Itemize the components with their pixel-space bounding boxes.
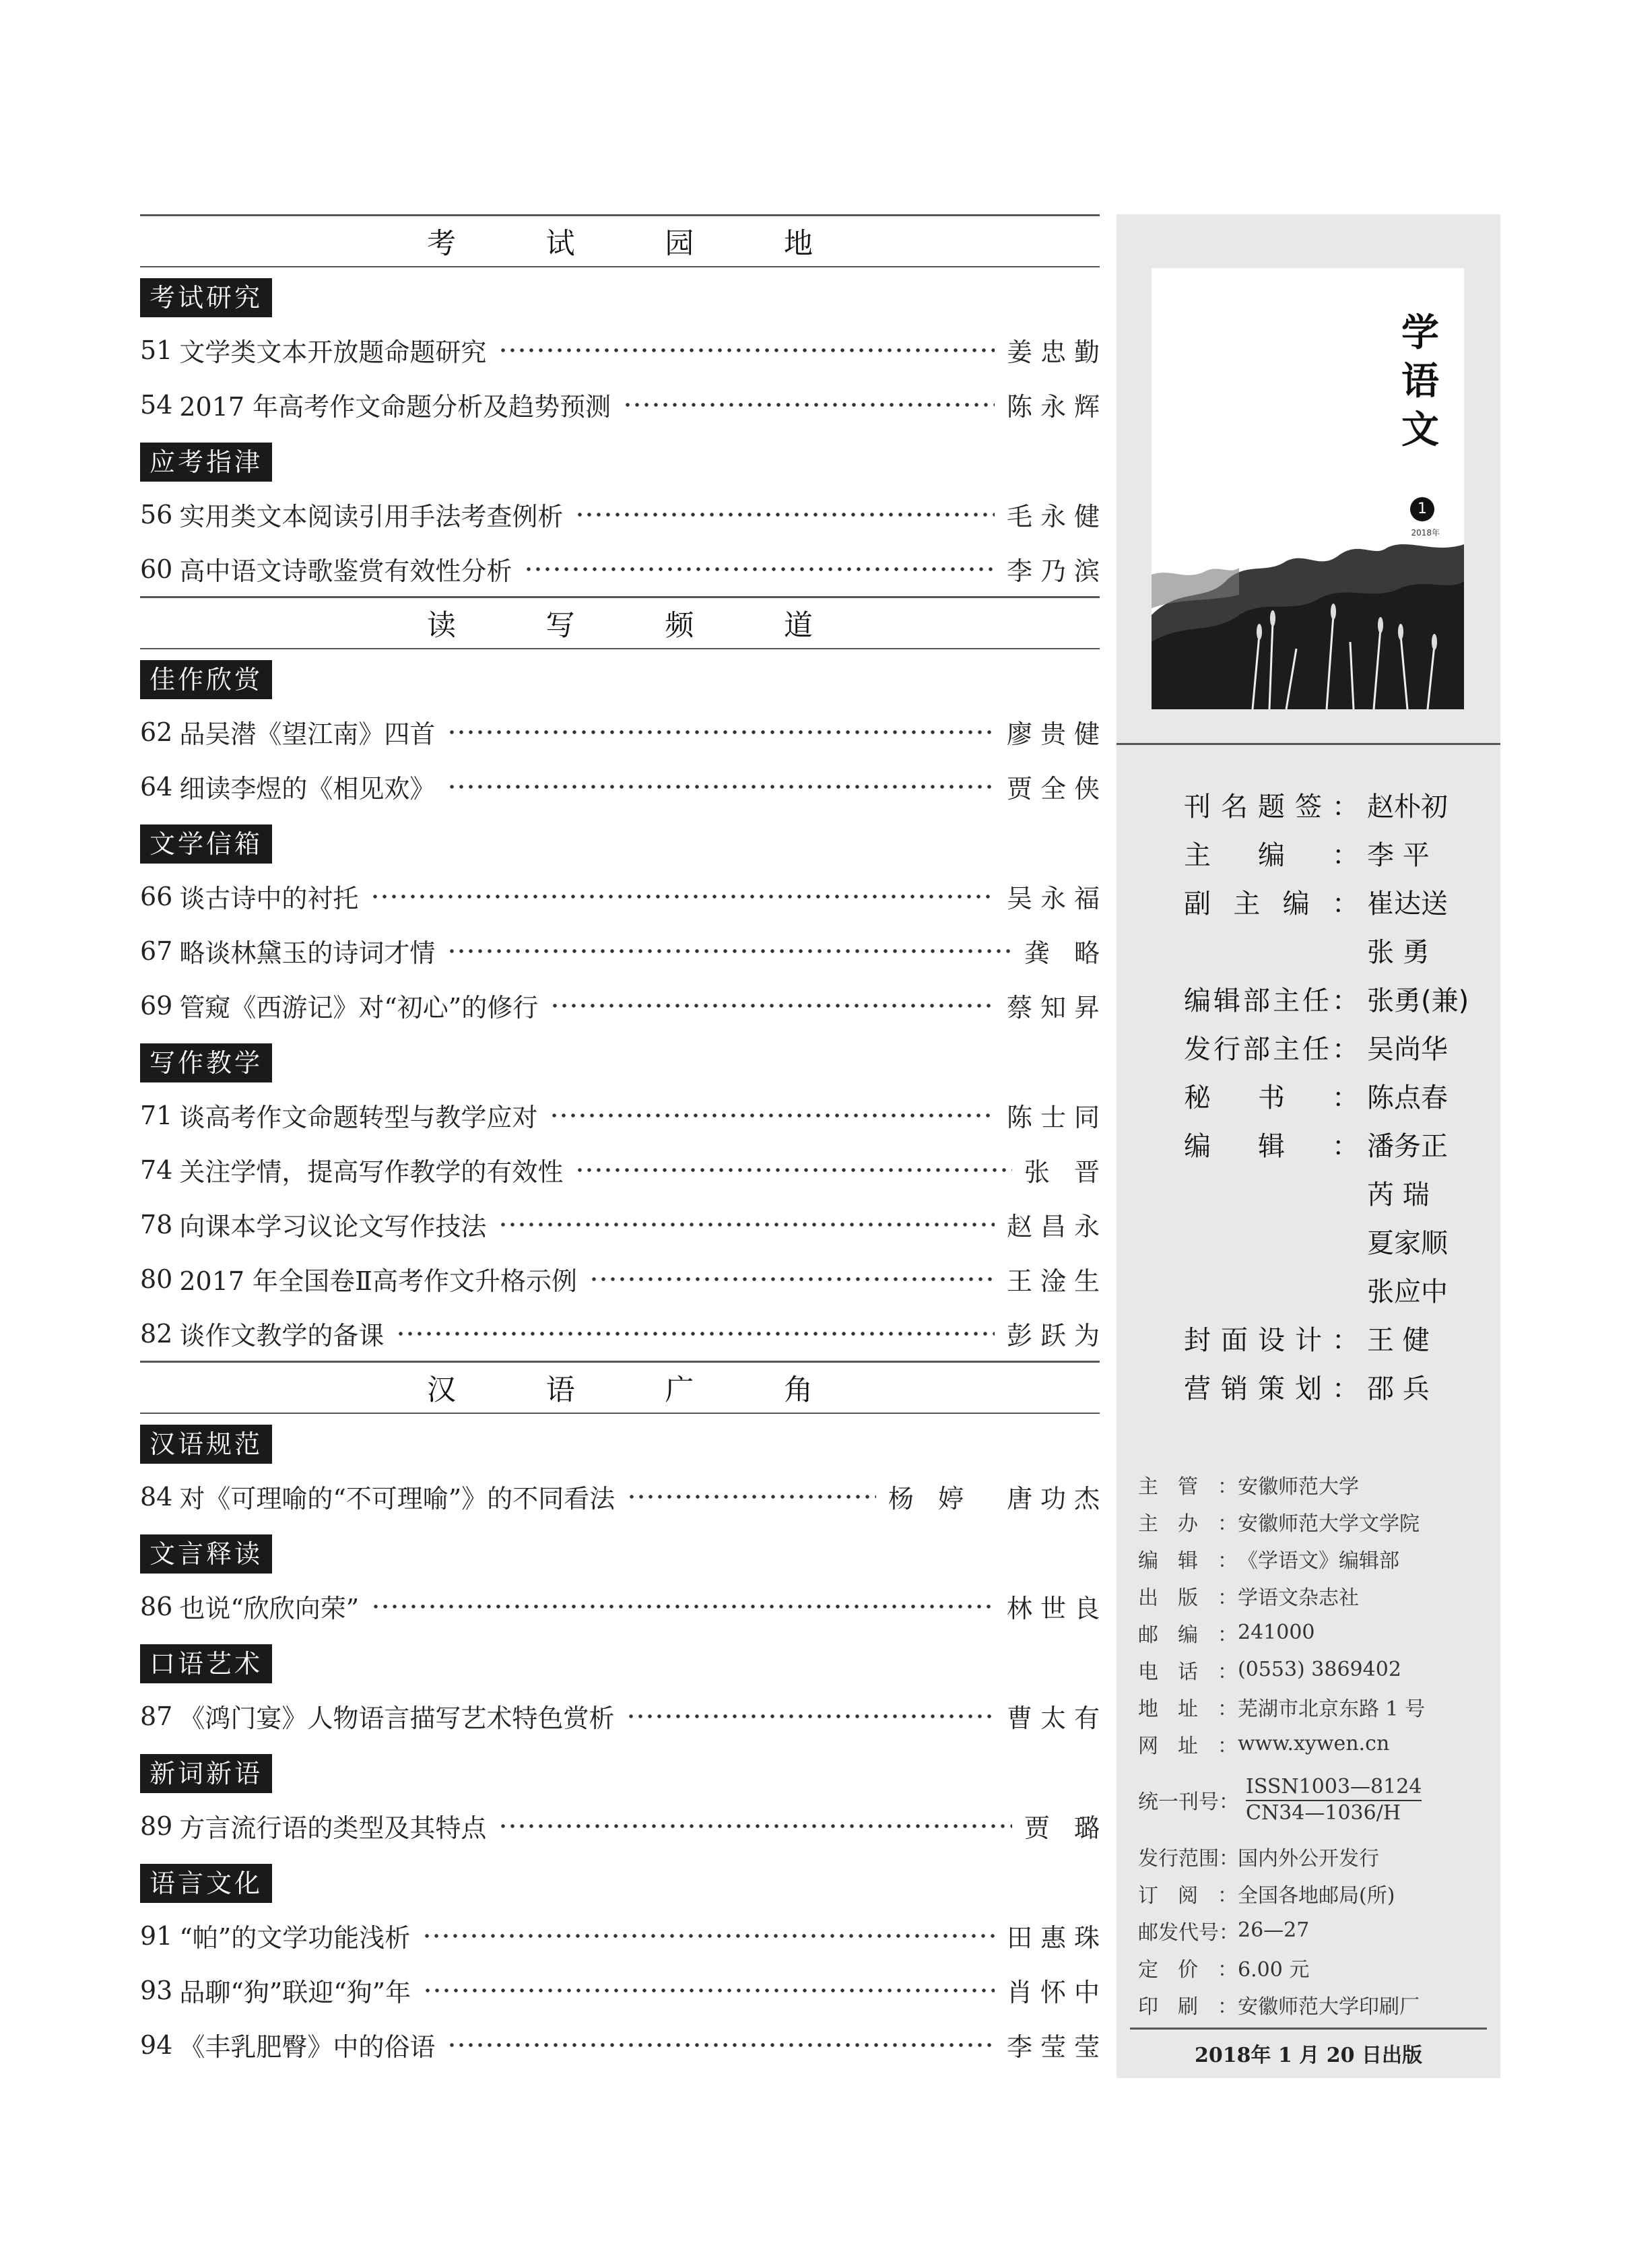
divider [1130,2028,1487,2030]
article-author: 唐功杰 [1006,1484,1108,1514]
staff-row [1184,1362,1480,1411]
article-author: 张 晋 [1024,1157,1108,1187]
toc-entry[interactable] [140,924,1108,978]
ink-landscape-image [1152,534,1464,709]
article-author: 廖贵健 [1006,719,1108,749]
toc-entry[interactable] [140,1579,1108,1633]
staff-row [1184,1071,1480,1120]
leader-dots [498,347,995,354]
info-value: 6.00 元 [1238,1957,1310,1982]
article-author: 肖怀中 [1006,1978,1108,2007]
page-number: 82 [140,1318,173,1349]
toc-entry[interactable] [140,2017,1108,2072]
info-label: 出 版 ： [1138,1586,1238,1610]
info-value: www.xywen.cn [1238,1732,1390,1755]
article-author: 毛永健 [1006,502,1108,531]
leader-dots [371,1603,995,1610]
info-label: 主 管 ： [1138,1475,1238,1499]
publication-date: 2018年 1 月 20 日出版 [1195,2044,1422,2067]
leader-dots [626,1713,995,1720]
page-number: 89 [140,1811,173,1841]
staff-role: 营 销 策 划 ： [1184,1373,1359,1404]
toc-entry[interactable] [140,869,1108,924]
masthead-sidebar [1117,214,1500,2078]
article-title: 关注学情，提高写作教学的有效性 [179,1157,564,1187]
staff-row [1184,780,1480,829]
toc-entry[interactable] [140,1689,1108,1743]
leader-dots [447,948,1012,954]
info-row [1138,1949,1488,1986]
staff-name: 李 平 [1367,839,1430,871]
staff-name: 张 勇 [1367,936,1430,968]
article-author: 李乃滨 [1006,556,1108,586]
article-author: 林世良 [1006,1594,1108,1623]
article-title: 细读李煜的《相见欢》 [179,774,436,804]
page-number: 60 [140,554,173,584]
article-title: 2017 年高考作文命题分析及趋势预测 [179,392,611,422]
article-author: 王淦生 [1006,1266,1108,1296]
info-row [1138,1614,1488,1651]
article-author: 李莹莹 [1006,2032,1108,2062]
toc-entry[interactable] [140,759,1108,814]
info-value: 学语文杂志社 [1238,1586,1359,1610]
toc-entry[interactable] [140,1197,1108,1252]
toc-entry[interactable] [140,1306,1108,1361]
info-value: 《学语文》编辑部 [1238,1549,1399,1573]
staff-role: 副 主 编 ： [1184,888,1359,919]
staff-row [1184,926,1480,974]
page-number: 87 [140,1701,173,1731]
toc-entry[interactable] [140,1799,1108,1853]
toc-entry[interactable] [140,323,1108,377]
leader-dots [623,401,995,408]
cn-number: CN34—1036/H [1246,1801,1401,1825]
article-title: 高中语文诗歌鉴赏有效性分析 [179,556,512,586]
info-label: 邮 发 代 号 ： [1138,1920,1239,1945]
leader-dots [447,783,995,790]
toc-entry[interactable] [140,487,1108,542]
category-label: 应考指津 [140,443,272,482]
page-number: 80 [140,1264,173,1294]
article-title: 方言流行语的类型及其特点 [179,1813,487,1843]
staff-name: 张应中 [1367,1276,1448,1307]
page-number: 56 [140,499,173,529]
staff-name: 崔达送 [1367,888,1448,919]
staff-row [1184,1120,1480,1168]
category-label: 语言文化 [140,1864,272,1903]
article-title: 向课本学习议论文写作技法 [179,1212,487,1241]
leader-dots [423,1987,995,1994]
article-author: 陈士同 [1006,1103,1108,1132]
staff-row [1184,829,1480,877]
article-title: “帕”的文学功能浅析 [179,1923,411,1953]
staff-row [1184,1168,1480,1217]
page-number: 74 [140,1155,173,1185]
toc-entry[interactable] [140,1088,1108,1142]
leader-dots [396,1330,995,1337]
section-heading: 考 试 园 地 [140,214,1100,267]
toc-entry[interactable] [140,542,1108,596]
leader-dots [575,1167,1012,1173]
info-row [1138,1912,1488,1949]
cover-issue-badge: 1 [1410,497,1434,521]
article-author: 姜忠勤 [1006,337,1108,367]
article-author: 贾 璐 [1024,1813,1108,1843]
article-title: 略谈林黛玉的诗词才情 [179,938,436,968]
leader-dots [550,1002,995,1009]
info-label: 网 址 ： [1138,1734,1238,1758]
article-author: 吴永福 [1006,884,1108,913]
info-value: 芜湖市北京东路 1 号 [1238,1697,1426,1721]
info-row [1138,1503,1488,1540]
leader-dots [589,1276,995,1283]
staff-name: 夏家顺 [1367,1227,1448,1259]
staff-row [1184,1023,1480,1071]
staff-role: 秘 书 ： [1184,1082,1359,1113]
article-author: 田惠珠 [1006,1923,1108,1953]
page-number: 66 [140,881,173,911]
staff-name: 邵 兵 [1367,1373,1430,1404]
publication-info [1138,1466,1488,2023]
page-number: 78 [140,1209,173,1239]
category-label: 新词新语 [140,1754,272,1793]
staff-name: 赵朴初 [1367,791,1448,822]
issn-label: 统一刊号： [1138,1790,1239,1814]
page-number: 51 [140,335,173,365]
info-label: 主 办 ： [1138,1512,1238,1536]
page-number: 69 [140,990,173,1020]
info-label: 邮 编 ： [1138,1623,1238,1647]
article-author: 曹太有 [1006,1704,1108,1733]
toc-entry[interactable] [140,377,1108,432]
toc-entry[interactable] [140,705,1108,759]
staff-row [1184,974,1480,1023]
leader-dots [550,1112,995,1119]
article-title: 2017 年全国卷Ⅱ高考作文升格示例 [179,1266,577,1296]
section-heading: 读 写 频 道 [140,596,1100,649]
info-row [1138,1875,1488,1912]
info-value: (0553) 3869402 [1238,1658,1401,1681]
info-label: 订 阅 ： [1138,1883,1238,1908]
page-number: 67 [140,936,173,966]
article-title: 《丰乳肥臀》中的俗语 [179,2032,436,2062]
article-title: 品聊“狗”联迎“狗”年 [179,1978,411,2007]
staff-name: 吴尚华 [1367,1033,1448,1065]
article-title: 管窥《西游记》对“初心”的修行 [179,993,539,1023]
leader-dots [498,1221,995,1228]
info-value: 国内外公开发行 [1238,1846,1379,1871]
cover-year: 2018年 [1411,528,1440,538]
toc-entry[interactable] [140,978,1108,1033]
staff-row [1184,1314,1480,1362]
cover-title: 学语文 [1401,311,1439,452]
category-label: 文学信箱 [140,824,272,864]
info-label: 编 辑 ： [1138,1549,1238,1573]
staff-name: 芮 瑞 [1367,1179,1430,1210]
article-author: 陈永辉 [1006,392,1108,422]
category-label: 写作教学 [140,1043,272,1082]
article-author: 龚 略 [1024,938,1108,968]
toc-entry[interactable] [140,1963,1108,2017]
info-value: 安徽师范大学印刷厂 [1238,1995,1420,2019]
staff-row [1184,877,1480,926]
info-value: 安徽师范大学文学院 [1238,1512,1420,1536]
info-label: 地 址 ： [1138,1697,1238,1721]
divider [1117,743,1500,745]
page-number: 84 [140,1481,173,1512]
info-row [1138,1651,1488,1688]
article-title: 文学类文本开放题命题研究 [179,337,487,367]
editorial-staff [1184,780,1480,1411]
article-title: 也说“欣欣向荣” [179,1594,360,1623]
info-value: 安徽师范大学 [1238,1475,1359,1499]
toc-entry[interactable] [140,1142,1108,1197]
info-row [1138,1725,1488,1762]
article-author: 贾全侠 [1006,774,1108,804]
article-title: 谈高考作文命题转型与教学应对 [179,1103,538,1132]
info-label: 印 刷 ： [1138,1995,1238,2019]
toc-entry[interactable] [140,1908,1108,1963]
leader-dots [422,1933,995,1939]
article-title: 《鸿门宴》人物语言描写艺术特色赏析 [179,1704,615,1733]
category-label: 汉语规范 [140,1425,272,1464]
issn-values [1246,1775,1422,1825]
staff-role: 刊 名 题 签 ： [1184,791,1359,822]
leader-dots [524,566,995,573]
info-row [1138,1688,1488,1725]
info-label: 定 价 ： [1138,1957,1238,1982]
category-label: 佳作欣赏 [140,660,272,699]
staff-role: 封 面 设 计 ： [1184,1324,1359,1356]
info-row [1138,1986,1488,2023]
page-number: 64 [140,771,173,802]
article-author: 彭跃为 [1006,1321,1108,1351]
staff-row [1184,1265,1480,1314]
staff-role: 主 编 ： [1184,839,1359,871]
staff-name: 潘务正 [1367,1130,1448,1162]
leader-dots [370,893,995,900]
page-number: 86 [140,1591,173,1621]
toc-entry[interactable] [140,1252,1108,1306]
page-number: 94 [140,2030,173,2060]
staff-role: 发 行 部 主 任 ： [1184,1033,1359,1065]
article-author: 赵昌永 [1006,1212,1108,1241]
info-value: 26—27 [1238,1918,1310,1942]
section-heading: 汉 语 广 角 [140,1361,1100,1414]
info-label: 电 话 ： [1138,1660,1238,1684]
staff-name: 王 健 [1367,1324,1430,1356]
table-of-contents [140,214,1108,2072]
staff-role: 编 辑 ： [1184,1130,1359,1162]
category-label: 口语艺术 [140,1644,272,1683]
cover-thumbnail [1152,268,1464,709]
staff-name: 张勇(兼) [1367,985,1469,1016]
info-row [1138,1466,1488,1503]
info-value: 全国各地邮局(所) [1238,1883,1395,1908]
article-author: 杨 婷 [888,1484,972,1514]
article-title: 实用类文本阅读引用手法考查例析 [179,502,564,531]
issn-number: ISSN1003—8124 [1246,1775,1422,1801]
category-label: 考试研究 [140,278,272,317]
leader-dots [498,1823,1012,1829]
info-label: 发 行 范 围 ： [1138,1846,1239,1871]
toc-entry[interactable] [140,1469,1108,1524]
leader-dots [447,2042,995,2048]
category-label: 文言释读 [140,1534,272,1574]
leader-dots [575,511,995,518]
page-number: 54 [140,389,173,420]
info-row [1138,1577,1488,1614]
article-title: 谈古诗中的衬托 [179,884,359,913]
info-value: 241000 [1238,1621,1315,1644]
info-row [1138,1838,1488,1875]
staff-name: 陈点春 [1367,1082,1448,1113]
issn-row [1138,1762,1488,1838]
info-row [1138,1540,1488,1577]
page-number: 91 [140,1920,173,1951]
article-title: 谈作文教学的备课 [179,1321,385,1351]
staff-role: 编 辑 部 主 任 ： [1184,985,1359,1016]
leader-dots [627,1493,876,1500]
staff-row [1184,1217,1480,1265]
page-number: 62 [140,717,173,747]
article-title: 品吴潜《望江南》四首 [179,719,436,749]
page-number: 71 [140,1100,173,1130]
page-number: 93 [140,1975,173,2005]
leader-dots [447,729,995,736]
article-author: 蔡知昇 [1006,993,1108,1023]
article-title: 对《可理喻的“不可理喻”》的不同看法 [179,1484,615,1514]
